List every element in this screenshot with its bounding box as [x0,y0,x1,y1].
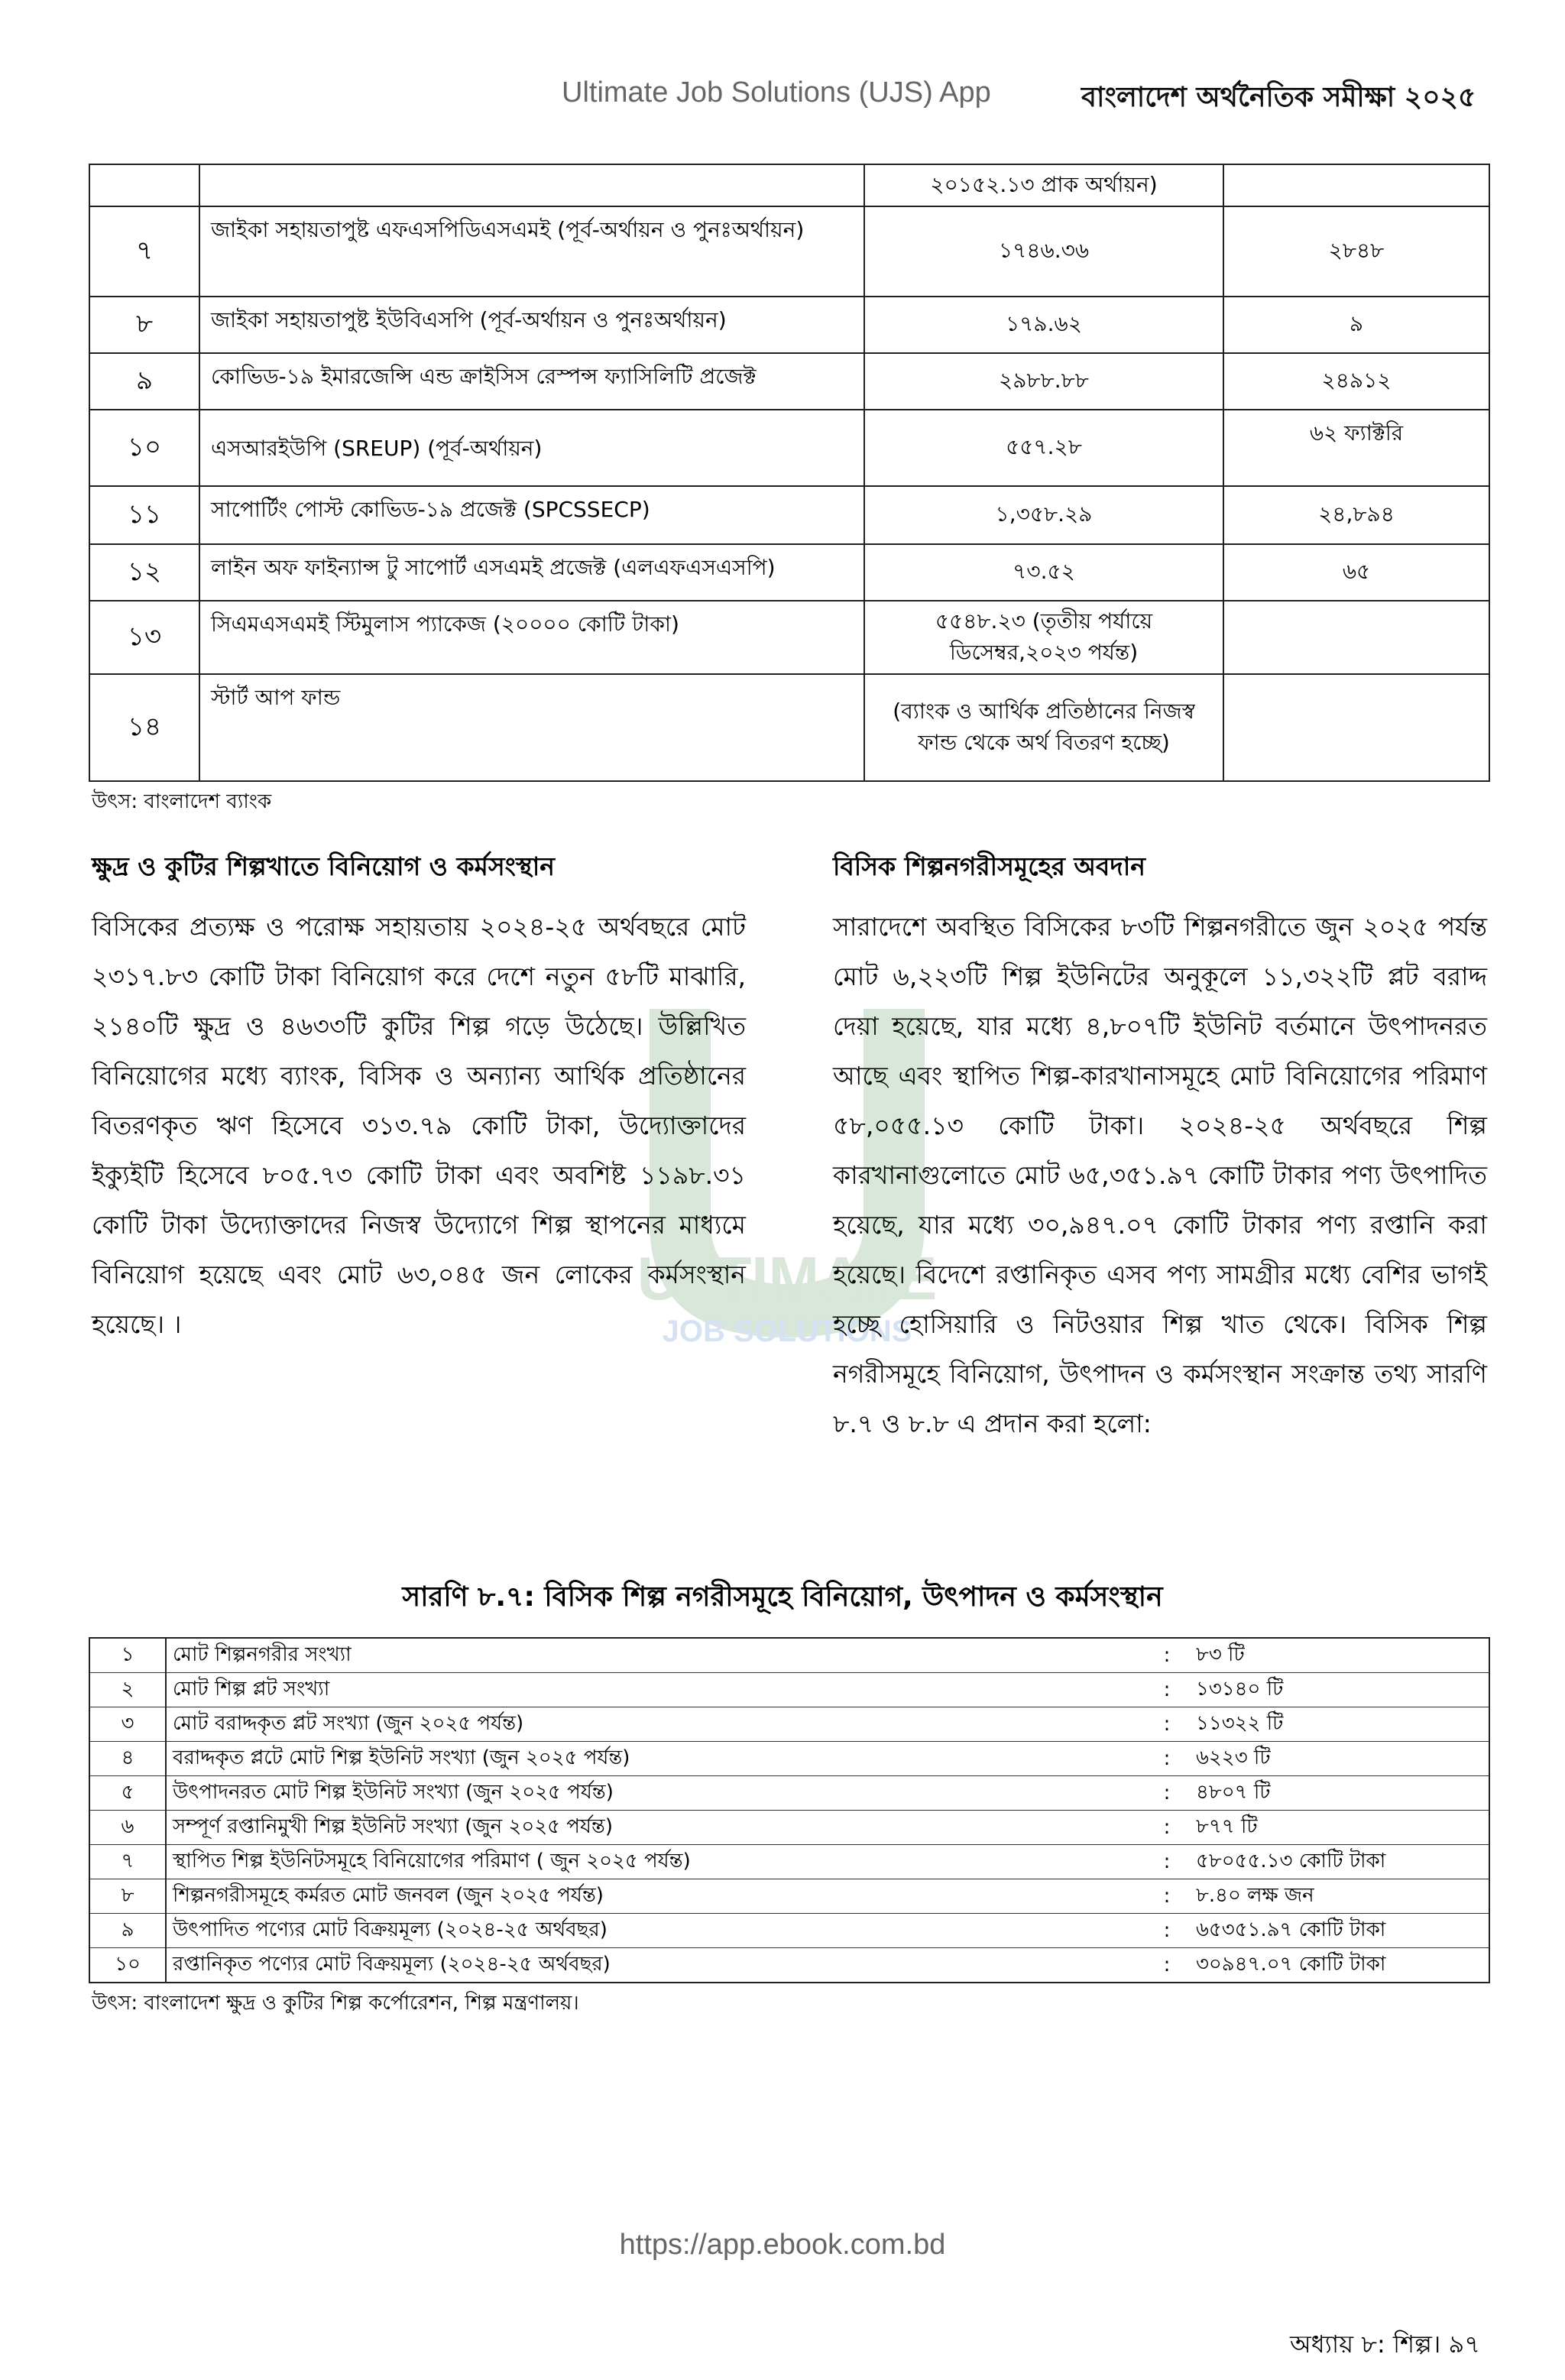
watermark-text-1: ULTIMATE [637,1244,938,1312]
footer-page-label: অধ্যায় ৮: শিল্প। ৯৭ [1290,2330,1481,2359]
table-row [89,206,1489,297]
table-row [89,1914,1489,1948]
row-name: জাইকা সহায়তাপুষ্ট এফএসপিডিএসএমই (পূর্ব-অর্থায়ন ও পুনঃঅর্থায়ন) [199,206,864,297]
row-separator: : [1144,1776,1190,1811]
row-value: ৮.৪০ লক্ষ জন [1190,1879,1489,1914]
table-row [89,1811,1489,1845]
table-row [89,297,1489,353]
row-name: এসআরইউপি (SREUP) (পূর্ব-অর্থায়ন) [199,410,864,486]
row-separator: : [1144,1638,1190,1673]
row-amount: ২৯৮৮.৮৮ [864,353,1223,410]
row-count: ৬২ ফ্যাক্টরি [1223,410,1489,486]
row-amount: ১,৩৫৮.২৯ [864,486,1223,544]
row-amount: ৫৫৭.২৮ [864,410,1223,486]
row-sl: ৭ [89,1845,166,1879]
row-separator: : [1144,1811,1190,1845]
table-row [89,1776,1489,1811]
row-separator: : [1144,1742,1190,1776]
continued-cell: ২০১৫২.১৩ প্রাক অর্থায়ন) [864,164,1223,206]
row-amount: ৭৩.৫২ [864,544,1223,601]
bscic-stats-table [89,1637,1490,1983]
row-value: ১৩১৪০ টি [1190,1673,1489,1707]
row-sl: ১৪ [89,674,199,781]
row-value: ৪৮০৭ টি [1190,1776,1489,1811]
table-row [89,674,1489,781]
right-section-body: সারাদেশে অবস্থিত বিসিকের ৮৩টি শিল্পনগরীতে জুন ২০২৫ পর্যন্ত মোট ৬,২২৩টি শিল্প ইউনিটের অনুকূলে ১১,৩২২টি প্লট বরাদ্দ দেয়া হয়েছে, যার মধ্যে ৪,৮০৭টি ইউনিট বর্তমানে উৎপাদনরত আছে এবং স্থাপিত শিল্প-কারখানাসমূহে মোট বিনিয়োগের পরিমাণ ৫৮,০৫৫.১৩ কোটি টাকা। ২০২৪-২৫ অর্থবছরে শিল্প কারখানাগুলোতে মোট ৬৫,৩৫১.৯৭ কোটি টাকার পণ্য উৎপাদিত হয়েছে, যার মধ্যে ৩০,৯৪৭.০৭ কোটি টাকার পণ্য রপ্তানি করা হয়েছে। বিদেশে রপ্তানিকৃত এসব পণ্য সামগ্রীর মধ্যে বেশির ভাগই হচ্ছে হোসিয়ারি ও নিটওয়ার শিল্প খাত থেকে। বিসিক শিল্প নগরীসমূহে বিনিয়োগ, উৎপাদন ও কর্মসংস্থান সংক্রান্ত তথ্য সারণি ৮.৭ ও ৮.৮ এ প্রদান করা হলো: [833,912,1487,1438]
row-amount: ১৭৯.৬২ [864,297,1223,353]
table2-caption: সারণি ৮.৭: বিসিক শিল্প নগরীসমূহে বিনিয়োগ, উৎপাদন ও কর্মসংস্থান [402,1581,1163,1613]
row-value: ৮৭৭ টি [1190,1811,1489,1845]
row-value: ১১৩২২ টি [1190,1707,1489,1742]
row-separator: : [1144,1879,1190,1914]
row-name: সাপোর্টিং পোস্ট কোভিড-১৯ প্রজেক্ট (SPCSSECP) [199,486,864,544]
row-amount: ১৭৪৬.৩৬ [864,206,1223,297]
row-amount: (ব্যাংক ও আর্থিক প্রতিষ্ঠানের নিজস্ব ফান্ড থেকে অর্থ বিতরণ হচ্ছে) [864,674,1223,781]
finance-programs-table [89,164,1490,782]
table-row [89,410,1489,486]
table1-source: উৎস: বাংলাদেশ ব্যাংক [92,790,272,813]
row-name: জাইকা সহায়তাপুষ্ট ইউবিএসপি (পূর্ব-অর্থায়ন ও পুনঃঅর্থায়ন) [199,297,864,353]
row-separator: : [1144,1914,1190,1948]
watermark-text-2: JOB SOLUTIONS [662,1315,912,1348]
header-app-name: Ultimate Job Solutions (UJS) App [562,76,991,109]
row-sl: ১০ [89,1948,166,1983]
left-section-heading: ক্ষুদ্র ও কুটির শিল্পখাতে বিনিয়োগ ও কর্মসংস্থান [92,851,555,881]
row-name: কোভিড-১৯ ইমারজেন্সি এন্ড ক্রাইসিস রেস্পন্স ফ্যাসিলিটি প্রজেক্ট [199,353,864,410]
row-sl: ৪ [89,1742,166,1776]
row-name: লাইন অফ ফাইন্যান্স টু সাপোর্ট এসএমই প্রজেক্ট (এলএফএসএসপি) [199,544,864,601]
row-label: বরাদ্দকৃত প্লটে মোট শিল্প ইউনিট সংখ্যা (জুন ২০২৫ পর্যন্ত) [166,1742,1144,1776]
table-row [89,1742,1489,1776]
row-label: সম্পূর্ণ রপ্তানিমুখী শিল্প ইউনিট সংখ্যা (জুন ২০২৫ পর্যন্ত) [166,1811,1144,1845]
table-row [89,486,1489,544]
row-value: ৬২২৩ টি [1190,1742,1489,1776]
row-sl: ১১ [89,486,199,544]
table-row [89,1707,1489,1742]
row-value: ৬৫৩৫১.৯৭ কোটি টাকা [1190,1914,1489,1948]
row-separator: : [1144,1948,1190,1983]
row-separator: : [1144,1673,1190,1707]
row-label: রপ্তানিকৃত পণ্যের মোট বিক্রয়মূল্য (২০২৪-২৫ অর্থবছর) [166,1948,1144,1983]
row-count: ৯ [1223,297,1489,353]
row-sl: ৯ [89,1914,166,1948]
header-book-title: বাংলাদেশ অর্থনৈতিক সমীক্ষা ২০২৫ [1081,82,1476,113]
row-sl: ২ [89,1673,166,1707]
row-count [1223,674,1489,781]
row-count: ২৮৪৮ [1223,206,1489,297]
row-sl: ৬ [89,1811,166,1845]
row-label: মোট শিল্পনগরীর সংখ্যা [166,1638,1144,1673]
row-label: স্থাপিত শিল্প ইউনিটসমূহে বিনিয়োগের পরিমাণ ( জুন ২০২৫ পর্যন্ত) [166,1845,1144,1879]
row-value: ৮৩ টি [1190,1638,1489,1673]
row-sl: ১০ [89,410,199,486]
table-row [89,601,1489,674]
row-sl: ৭ [89,206,199,297]
table-row [89,1948,1489,1983]
row-separator: : [1144,1845,1190,1879]
table-row [89,1845,1489,1879]
row-value: ৩০৯৪৭.০৭ কোটি টাকা [1190,1948,1489,1983]
row-count: ২৪৯১২ [1223,353,1489,410]
row-sl: ৮ [89,297,199,353]
row-count [1223,601,1489,674]
row-sl: ১২ [89,544,199,601]
row-label: মোট বরাদ্দকৃত প্লট সংখ্যা (জুন ২০২৫ পর্যন্ত) [166,1707,1144,1742]
row-sl: ৩ [89,1707,166,1742]
row-sl: ৫ [89,1776,166,1811]
table2-source: উৎস: বাংলাদেশ ক্ষুদ্র ও কুটির শিল্প কর্পোরেশন, শিল্প মন্ত্রণালয়। [92,1992,579,2015]
table-row [89,164,1489,206]
row-amount: ৫৫৪৮.২৩ (তৃতীয় পর্যায়ে ডিসেম্বর,২০২৩ পর্যন্ত) [864,601,1223,674]
row-sl: ৮ [89,1879,166,1914]
table-row [89,1638,1489,1673]
left-section-body: বিসিকের প্রত্যক্ষ ও পরোক্ষ সহায়তায় ২০২৪-২৫ অর্থবছরে মোট ২৩১৭.৮৩ কোটি টাকা বিনিয়োগ করে দেশে নতুন ৫৮টি মাঝারি, ২১৪০টি ক্ষুদ্র ও ৪৬৩৩টি কুটির শিল্প গড়ে উঠেছে। উল্লিখিত বিনিয়োগের মধ্যে ব্যাংক, বিসিক ও অন্যান্য আর্থিক প্রতিষ্ঠানের বিতরণকৃত ঋণ হিসেবে ৩১৩.৭৯ কোটি টাকা, উদ্যোক্তাদের ইক্যুইটি হিসেবে ৮০৫.৭৩ কোটি টাকা এবং অবশিষ্ট ১১৯৮.৩১ কোটি টাকা উদ্যোক্তাদের নিজস্ব উদ্যোগে শিল্প স্থাপনের মাধ্যমে বিনিয়োগ হয়েছে এবং মোট ৬৩,০৪৫ জন লোকের কর্মসংস্থান হয়েছে। । [92,912,746,1339]
row-sl: ১৩ [89,601,199,674]
row-label: উৎপাদনরত মোট শিল্প ইউনিট সংখ্যা (জুন ২০২৫ পর্যন্ত) [166,1776,1144,1811]
row-separator: : [1144,1707,1190,1742]
right-section-heading: বিসিক শিল্পনগরীসমূহের অবদান [833,851,1145,881]
table-row [89,1879,1489,1914]
row-label: শিল্পনগরীসমূহে কর্মরত মোট জনবল (জুন ২০২৫ পর্যন্ত) [166,1879,1144,1914]
row-name: সিএমএসএমই স্টিমুলাস প্যাকেজ (২০০০০ কোটি টাকা) [199,601,864,674]
row-sl: ১ [89,1638,166,1673]
table-row [89,544,1489,601]
table-row [89,1673,1489,1707]
row-name: স্টার্ট আপ ফান্ড [199,674,864,781]
row-value: ৫৮০৫৫.১৩ কোটি টাকা [1190,1845,1489,1879]
row-label: উৎপাদিত পণ্যের মোট বিক্রয়মূল্য (২০২৪-২৫ অর্থবছর) [166,1914,1144,1948]
table-row [89,353,1489,410]
row-label: মোট শিল্প প্লট সংখ্যা [166,1673,1144,1707]
row-count: ৬৫ [1223,544,1489,601]
row-sl: ৯ [89,353,199,410]
footer-url-link[interactable]: https://app.ebook.com.bd [619,2229,946,2261]
row-count: ২৪,৮৯৪ [1223,486,1489,544]
